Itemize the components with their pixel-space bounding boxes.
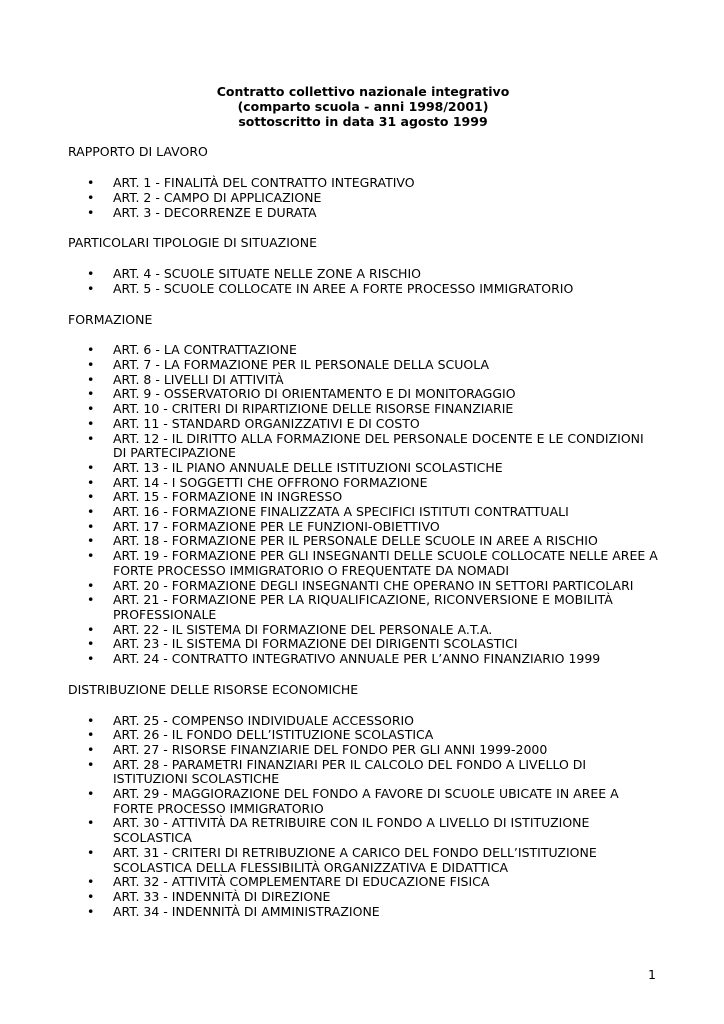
article-list-item: • ART. 18 - FORMAZIONE PER IL PERSONALE DELLE SCUOLE IN AREE A RISCHIO: [68, 534, 658, 549]
article-list-item: • ART. 17 - FORMAZIONE PER LE FUNZIONI-OBIETTIVO: [68, 520, 658, 535]
article-list-item: • ART. 11 - STANDARD ORGANIZZATIVI E DI COSTO: [68, 417, 658, 432]
article-list-item: • ART. 22 - IL SISTEMA DI FORMAZIONE DEL PERSONALE A.T.A.: [68, 623, 658, 638]
article-list-item: • ART. 28 - PARAMETRI FINANZIARI PER IL CALCOLO DEL FONDO A LIVELLO DI ISTITUZIONI SCOLASTICHE: [68, 758, 658, 787]
article-list-item: • ART. 3 - DECORRENZE E DURATA: [68, 206, 658, 221]
article-list: [68, 267, 658, 296]
article-list-item: • ART. 20 - FORMAZIONE DEGLI INSEGNANTI CHE OPERANO IN SETTORI PARTICOLARI: [68, 579, 658, 594]
article-list-item: • ART. 16 - FORMAZIONE FINALIZZATA A SPECIFICI ISTITUTI CONTRATTUALI: [68, 505, 658, 520]
title-line-2: (comparto scuola - anni 1998/2001): [237, 98, 489, 114]
page-number: 1: [648, 967, 656, 982]
article-list-item: • ART. 19 - FORMAZIONE PER GLI INSEGNANTI DELLE SCUOLE COLLOCATE NELLE AREE A FORTE PROCESSO IMMIGRATORIO O FREQUENTATE DA NOMADI: [68, 549, 658, 578]
article-list-item: • ART. 21 - FORMAZIONE PER LA RIQUALIFICAZIONE, RICONVERSIONE E MOBILITÀ PROFESSIONALE: [68, 593, 658, 622]
article-list-item: • ART. 7 - LA FORMAZIONE PER IL PERSONALE DELLA SCUOLA: [68, 358, 658, 373]
document-page: [68, 85, 658, 935]
article-list-item: • ART. 33 - INDENNITÀ DI DIREZIONE: [68, 890, 658, 905]
article-list-item: • ART. 34 - INDENNITÀ DI AMMINISTRAZIONE: [68, 905, 658, 920]
article-list-item: • ART. 5 - SCUOLE COLLOCATE IN AREE A FORTE PROCESSO IMMIGRATORIO: [68, 282, 658, 297]
article-list: [68, 176, 658, 220]
article-list-item: • ART. 8 - LIVELLI DI ATTIVITÀ: [68, 373, 658, 388]
article-list-item: • ART. 30 - ATTIVITÀ DA RETRIBUIRE CON IL FONDO A LIVELLO DI ISTITUZIONE SCOLASTICA: [68, 816, 658, 845]
article-list-item: • ART. 1 - FINALITÀ DEL CONTRATTO INTEGRATIVO: [68, 176, 658, 191]
article-list-item: • ART. 23 - IL SISTEMA DI FORMAZIONE DEI DIRIGENTI SCOLASTICI: [68, 637, 658, 652]
article-list-item: • ART. 9 - OSSERVATORIO DI ORIENTAMENTO E DI MONITORAGGIO: [68, 387, 658, 402]
document-title: [68, 85, 658, 129]
section-heading: RAPPORTO DI LAVORO: [68, 144, 208, 160]
section-heading: PARTICOLARI TIPOLOGIE DI SITUAZIONE: [68, 235, 317, 251]
article-list-item: • ART. 6 - LA CONTRATTAZIONE: [68, 343, 658, 358]
article-list-item: • ART. 12 - IL DIRITTO ALLA FORMAZIONE DEL PERSONALE DOCENTE E LE CONDIZIONI DI PARTECIPAZIONE: [68, 432, 658, 461]
title-line-3: sottoscritto in data 31 agosto 1999: [238, 113, 488, 129]
article-list-item: • ART. 26 - IL FONDO DELL’ISTITUZIONE SCOLASTICA: [68, 728, 658, 743]
article-list-item: • ART. 24 - CONTRATTO INTEGRATIVO ANNUALE PER L’ANNO FINANZIARIO 1999: [68, 652, 658, 667]
article-list-item: • ART. 4 - SCUOLE SITUATE NELLE ZONE A RISCHIO: [68, 267, 658, 282]
article-list-item: • ART. 31 - CRITERI DI RETRIBUZIONE A CARICO DEL FONDO DELL’ISTITUZIONE SCOLASTICA DELLA FLESSIBILITÀ ORGANIZZATIVA E DIDATTICA: [68, 846, 658, 875]
article-list-item: • ART. 14 - I SOGGETTI CHE OFFRONO FORMAZIONE: [68, 476, 658, 491]
article-list-item: • ART. 15 - FORMAZIONE IN INGRESSO: [68, 490, 658, 505]
article-list: [68, 714, 658, 920]
article-list-item: • ART. 25 - COMPENSO INDIVIDUALE ACCESSORIO: [68, 714, 658, 729]
section-heading: DISTRIBUZIONE DELLE RISORSE ECONOMICHE: [68, 681, 359, 697]
article-list-item: • ART. 29 - MAGGIORAZIONE DEL FONDO A FAVORE DI SCUOLE UBICATE IN AREE A FORTE PROCESSO IMMIGRATORIO: [68, 787, 658, 816]
article-list-item: • ART. 10 - CRITERI DI RIPARTIZIONE DELLE RISORSE FINANZIARIE: [68, 402, 658, 417]
article-list-item: • ART. 13 - IL PIANO ANNUALE DELLE ISTITUZIONI SCOLASTICHE: [68, 461, 658, 476]
article-list-item: • ART. 32 - ATTIVITÀ COMPLEMENTARE DI EDUCAZIONE FISICA: [68, 875, 658, 890]
title-line-1: Contratto collettivo nazionale integrativo: [216, 84, 510, 99]
section-heading: FORMAZIONE: [68, 311, 153, 327]
article-list: [68, 343, 658, 666]
article-list-item: • ART. 27 - RISORSE FINANZIARIE DEL FONDO PER GLI ANNI 1999-2000: [68, 743, 658, 758]
sections-container: [68, 145, 658, 919]
article-list-item: • ART. 2 - CAMPO DI APPLICAZIONE: [68, 191, 658, 206]
